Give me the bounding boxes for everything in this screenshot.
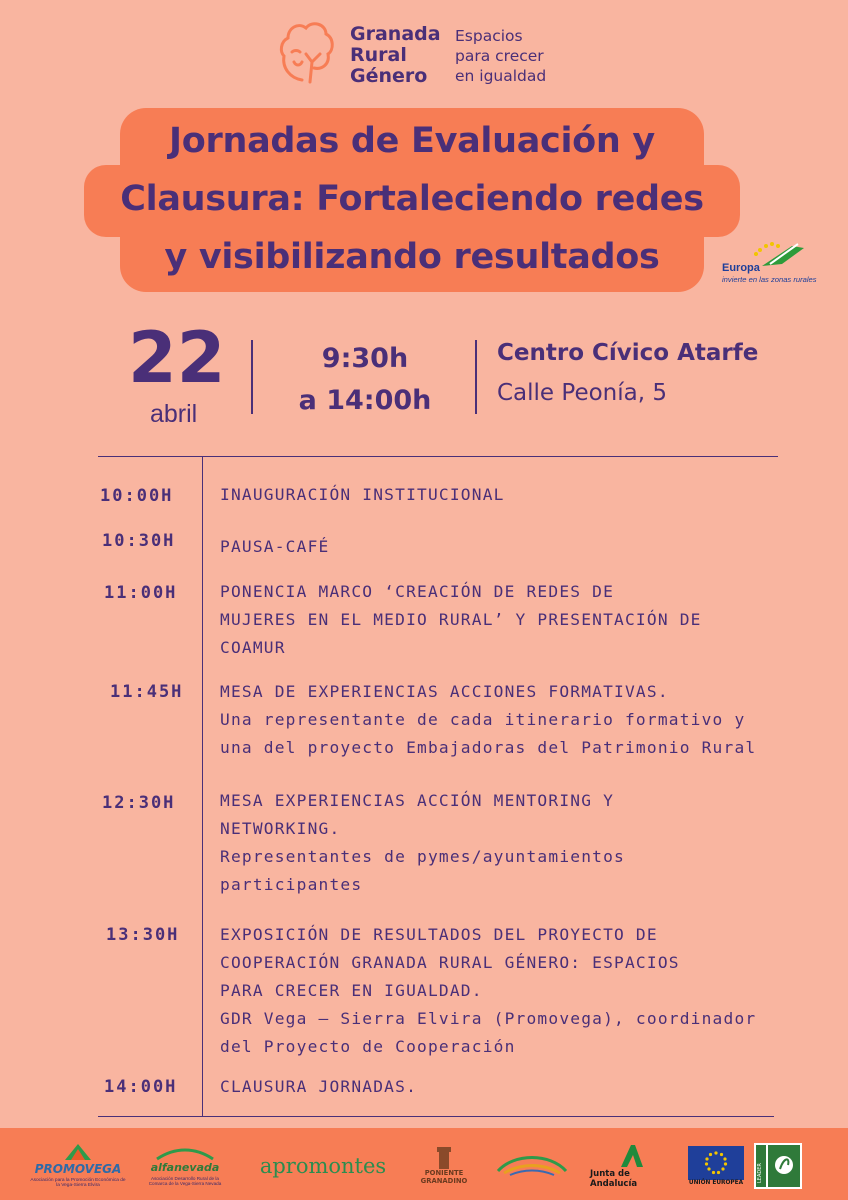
- event-venue: Centro Cívico Atarfe: [497, 340, 759, 366]
- sponsor-name: alfanevada: [150, 1160, 220, 1174]
- sponsor-name: PROMOVEGA: [34, 1162, 122, 1176]
- sponsor-name: LEADER: [757, 1163, 763, 1183]
- schedule-item: INAUGURACIÓN INSTITUCIONAL: [220, 485, 505, 504]
- event-time-start: 9:30h: [321, 343, 409, 374]
- schedule-item: PONENCIA MARCO ‘CREACIÓN DE REDES DE MUJERES EN EL MEDIO RURAL’ Y PRESENTACIÓN DE COAMUR: [220, 582, 702, 657]
- tagline-line-1: Espacios: [455, 27, 523, 45]
- schedule-time: 11:45H: [110, 682, 184, 702]
- schedule-item: EXPOSICIÓN DE RESULTADOS DEL PROYECTO DE COOPERACIÓN GRANADA RURAL GÉNERO: ESPACIOS PARA CRECER EN IGUALDAD. GDR Vega – Sierra Elvira (Promovega), coordinador del Proyecto de Cooperación: [220, 925, 757, 1056]
- brand-line-2: Rural: [350, 44, 407, 66]
- schedule-column-rule: [202, 456, 203, 1116]
- tree-face-logo-icon: [272, 18, 336, 86]
- schedule-time: 11:00H: [104, 583, 178, 603]
- europa-label: Europa: [722, 262, 760, 274]
- schedule-time: 13:30H: [106, 925, 180, 945]
- event-day: 22: [128, 317, 226, 399]
- sponsor-sub: Asociación para la Promoción Económica de la Vega-Sierra Elvira: [30, 1178, 126, 1188]
- sponsor-alfanevada: [145, 1140, 225, 1192]
- schedule-time: 10:00H: [100, 486, 174, 506]
- sponsor-promovega: [28, 1140, 128, 1192]
- tagline-line-2: para crecer: [455, 47, 544, 65]
- title-line-2: Clausura: Fortaleciendo redes: [120, 179, 704, 219]
- sponsor-landscape: [492, 1140, 572, 1192]
- brand-name: [350, 24, 441, 87]
- schedule-time: 10:30H: [102, 531, 176, 551]
- divider-2: [475, 340, 477, 414]
- tagline-line-3: en igualdad: [455, 67, 547, 85]
- schedule-item: MESA DE EXPERIENCIAS ACCIONES FORMATIVAS. Una representante de cada itinerario formativo y una del proyecto Embajadoras del Patrimonio Rural: [220, 682, 757, 757]
- sponsor-apromontes: [255, 1140, 391, 1192]
- title-line-1: Jornadas de Evaluación y: [169, 121, 655, 161]
- sponsor-eu: [684, 1140, 748, 1192]
- schedule-time: 12:30H: [102, 793, 176, 813]
- promovega-logo-icon: [61, 1144, 95, 1162]
- tower-logo-icon: [435, 1147, 453, 1169]
- sponsor-name: UNIÓN EUROPEA: [688, 1180, 744, 1186]
- sponsor-name: apromontes: [259, 1154, 387, 1178]
- leader-logo-icon: [754, 1143, 802, 1189]
- divider-1: [251, 340, 253, 414]
- event-month: abril: [150, 400, 198, 428]
- sponsor-name: PONIENTE GRANADINO: [420, 1169, 468, 1185]
- europa-badge: [722, 240, 817, 290]
- landscape-logo-icon: [494, 1151, 570, 1181]
- sponsor-poniente: [412, 1140, 476, 1192]
- event-address: Calle Peonía, 5: [497, 380, 667, 406]
- schedule-item: PAUSA-CAFÉ: [220, 537, 330, 556]
- sponsor-junta: [590, 1140, 674, 1192]
- brand-tagline: [455, 26, 546, 86]
- schedule-item: MESA EXPERIENCIAS ACCIÓN MENTORING Y NETWORKING. Representantes de pymes/ayuntamientos participantes: [220, 791, 625, 894]
- event-time-end: a 14:00h: [298, 385, 432, 416]
- sponsor-sub: Asociación Desarrollo Rural de la Comarca de la Vega-Sierra Nevada: [148, 1175, 222, 1186]
- eu-flag-icon: [688, 1146, 744, 1180]
- title-line-3: y visibilizando resultados: [164, 237, 660, 277]
- event-title: [84, 112, 740, 286]
- schedule-bottom-rule: [98, 1116, 774, 1117]
- sponsor-name: Junta de Andalucía: [590, 1169, 638, 1189]
- junta-andalucia-logo-icon: [617, 1143, 647, 1169]
- schedule-item: CLAUSURA JORNADAS.: [220, 1077, 418, 1096]
- schedule-top-rule: [98, 456, 778, 457]
- sponsor-leader: [752, 1140, 804, 1192]
- alfanevada-logo-icon: [155, 1147, 215, 1161]
- brand-line-3: Género: [350, 65, 428, 87]
- event-time: [285, 338, 445, 422]
- europa-sub: invierte en las zonas rurales: [722, 275, 817, 284]
- schedule-time: 14:00H: [104, 1077, 178, 1097]
- brand-line-1: Granada: [350, 23, 441, 45]
